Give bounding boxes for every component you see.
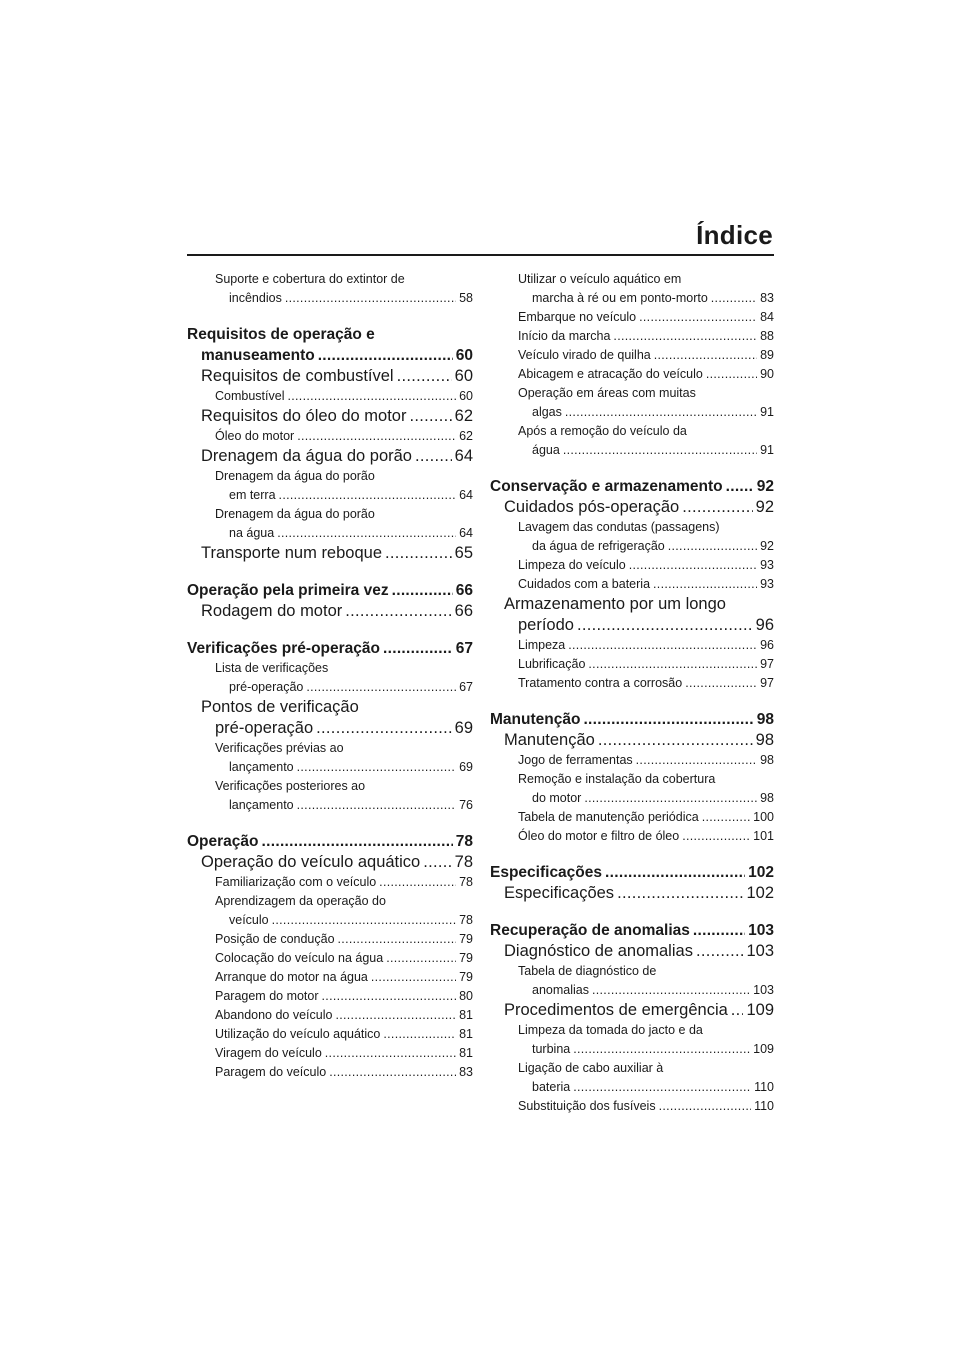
toc-entry-posicao-de-conducao[interactable] bbox=[187, 930, 473, 949]
dot-leader bbox=[639, 308, 757, 327]
toc-page-number: 81 bbox=[459, 1046, 473, 1060]
toc-page-number: 91 bbox=[760, 405, 774, 419]
toc-page-number: 110 bbox=[754, 1099, 774, 1113]
toc-entry-lavagem-das-condutas-passagens[interactable] bbox=[490, 518, 774, 556]
toc-page-number: 102 bbox=[748, 864, 774, 881]
toc-entry-especificacoes[interactable] bbox=[490, 862, 774, 883]
toc-entry-text: Tratamento contra a corrosão bbox=[518, 676, 683, 690]
dot-leader bbox=[636, 751, 757, 770]
toc-page-number: 84 bbox=[760, 310, 774, 324]
dot-leader bbox=[659, 1097, 751, 1116]
toc-entry-text: Verificações posteriores ao bbox=[215, 779, 366, 793]
toc-page-number: 96 bbox=[755, 616, 774, 634]
toc-entry-operacao-em-areas-com-muitas[interactable] bbox=[490, 384, 774, 422]
dot-leader bbox=[297, 427, 456, 446]
toc-entry-ligacao-de-cabo-auxiliar-a[interactable] bbox=[490, 1059, 774, 1097]
dot-leader bbox=[297, 796, 456, 815]
toc-entry-text: Embarque no veículo bbox=[518, 310, 637, 324]
toc-entry-text: Aprendizagem da operação do bbox=[215, 894, 386, 908]
toc-entry-text: Jogo de ferramentas bbox=[518, 753, 633, 767]
dot-leader bbox=[613, 327, 757, 346]
toc-page-number: 81 bbox=[459, 1008, 473, 1022]
toc-page-number: 60 bbox=[454, 367, 473, 385]
dot-leader bbox=[272, 911, 456, 930]
toc-entry-paragem-do-motor[interactable] bbox=[187, 987, 473, 1006]
toc-page-number: 83 bbox=[459, 1065, 473, 1079]
toc-entry-text: Transporte num reboque bbox=[201, 544, 382, 562]
dot-leader bbox=[383, 1025, 456, 1044]
toc-page-number: 109 bbox=[753, 1042, 774, 1056]
toc-entry-oleo-do-motor-e-filtro-de-oleo[interactable] bbox=[490, 827, 774, 846]
toc-entry-text: Utilizar o veículo aquático em bbox=[518, 272, 682, 286]
toc-entry-text: Operação bbox=[187, 833, 259, 850]
toc-entry-text: Pontos de verificação bbox=[201, 698, 359, 716]
dot-leader bbox=[605, 862, 745, 883]
dot-leader bbox=[573, 1078, 751, 1097]
toc-entry-text: Diagnóstico de anomalias bbox=[504, 942, 693, 960]
toc-entry-text: Operação em áreas com muitas bbox=[518, 386, 696, 400]
toc-entry-lista-de-verificacoes[interactable] bbox=[187, 659, 473, 697]
toc-entry-pontos-de-verificacao[interactable] bbox=[187, 697, 473, 739]
toc-entry-tabela-de-manutencao-periodica[interactable] bbox=[490, 808, 774, 827]
title-rule bbox=[187, 254, 774, 256]
toc-page-number: 64 bbox=[459, 488, 473, 502]
toc-entry-text: Início da marcha bbox=[518, 329, 611, 343]
dot-leader bbox=[329, 1063, 456, 1082]
toc-page-number: 88 bbox=[760, 329, 774, 343]
toc-entry-text: Verificações pré-operação bbox=[187, 640, 380, 657]
dot-leader bbox=[583, 709, 753, 730]
toc-page-number: 103 bbox=[746, 942, 774, 960]
dot-leader bbox=[629, 556, 757, 575]
toc-entry-viragem-do-veiculo[interactable] bbox=[187, 1044, 473, 1063]
toc-entry-text: Especificações bbox=[504, 884, 615, 902]
toc-entry-operacao-pela-primeira-vez[interactable] bbox=[187, 580, 473, 601]
toc-entry-text: Remoção e instalação da cobertura bbox=[518, 772, 716, 786]
toc-page-number: 78 bbox=[454, 853, 473, 871]
toc-entry-drenagem-da-agua-do-porao[interactable] bbox=[187, 505, 473, 543]
dot-leader bbox=[287, 387, 456, 406]
toc-entry-jogo-de-ferramentas[interactable] bbox=[490, 751, 774, 770]
dot-leader bbox=[588, 655, 757, 674]
toc-entry-substituicao-dos-fusiveis[interactable] bbox=[490, 1097, 774, 1116]
toc-entry-text: Verificações prévias ao bbox=[215, 741, 344, 755]
toc-page-number: 62 bbox=[459, 429, 473, 443]
toc-entry-text: Ligação de cabo auxiliar à bbox=[518, 1061, 664, 1075]
toc-entry-text: Posição de condução bbox=[215, 932, 335, 946]
toc-entry-conservacao-e-armazenamento[interactable] bbox=[490, 476, 774, 497]
toc-entry-text: do motor bbox=[532, 791, 582, 805]
toc-entry-text: Cuidados pós-operação bbox=[504, 498, 680, 516]
dot-leader bbox=[702, 808, 750, 827]
dot-leader bbox=[592, 981, 750, 1000]
toc-entry-text: água bbox=[532, 443, 560, 457]
toc-page-number: 92 bbox=[760, 539, 774, 553]
dot-leader bbox=[653, 575, 757, 594]
toc-entry-text: Manutenção bbox=[490, 711, 581, 728]
toc-page-number: 97 bbox=[760, 676, 774, 690]
dot-leader bbox=[563, 441, 757, 460]
dot-leader bbox=[565, 403, 757, 422]
dot-leader bbox=[325, 1044, 456, 1063]
dot-leader bbox=[392, 580, 453, 601]
toc-page-number: 76 bbox=[459, 798, 473, 812]
toc-entry-text: Limpeza da tomada do jacto e da bbox=[518, 1023, 703, 1037]
toc-page-number: 97 bbox=[760, 657, 774, 671]
dot-leader bbox=[397, 366, 452, 387]
dot-leader bbox=[654, 346, 757, 365]
dot-leader bbox=[726, 476, 754, 497]
dot-leader bbox=[335, 1006, 456, 1025]
dot-leader bbox=[682, 497, 752, 518]
toc-entry-text: Operação pela primeira vez bbox=[187, 582, 389, 599]
toc-entry-requisitos-de-operacao-e[interactable] bbox=[187, 324, 473, 366]
toc-page-number: 90 bbox=[760, 367, 774, 381]
dot-leader bbox=[584, 789, 757, 808]
dot-leader bbox=[316, 718, 451, 739]
toc-entry-embarque-no-veiculo[interactable] bbox=[490, 308, 774, 327]
toc-entry-text: Após a remoção do veículo da bbox=[518, 424, 687, 438]
toc-entry-limpeza-da-tomada-do-jacto-e-da[interactable] bbox=[490, 1021, 774, 1059]
dot-leader bbox=[598, 730, 753, 751]
toc-entry-text: Requisitos de combustível bbox=[201, 367, 394, 385]
toc-entry-text: em terra bbox=[229, 488, 276, 502]
toc-entry-utilizar-o-veiculo-aquatico-em[interactable] bbox=[490, 270, 774, 308]
toc-entry-text: Manutenção bbox=[504, 731, 595, 749]
dot-leader bbox=[371, 968, 456, 987]
dot-leader bbox=[385, 543, 452, 564]
toc-entry-text: veículo bbox=[229, 913, 269, 927]
toc-page-number: 92 bbox=[756, 478, 774, 495]
dot-leader bbox=[277, 524, 456, 543]
toc-entry-remocao-e-instalacao-da-cobertura[interactable] bbox=[490, 770, 774, 808]
toc-entry-text: Procedimentos de emergência bbox=[504, 1001, 728, 1019]
toc-entry-utilizacao-do-veiculo-aquatico[interactable] bbox=[187, 1025, 473, 1044]
dot-leader bbox=[338, 930, 457, 949]
dot-leader bbox=[383, 638, 453, 659]
toc-entry-text: Armazenamento por um longo bbox=[504, 595, 726, 613]
toc-entry-text: Utilização do veículo aquático bbox=[215, 1027, 381, 1041]
toc-entry-text: Limpeza bbox=[518, 638, 566, 652]
toc-page-number: 103 bbox=[753, 983, 774, 997]
toc-entry-manutencao[interactable] bbox=[490, 730, 774, 751]
toc-entry-diagnostico-de-anomalias[interactable] bbox=[490, 941, 774, 962]
toc-page-number: 78 bbox=[459, 913, 473, 927]
toc-entry-armazenamento-por-um-longo[interactable] bbox=[490, 594, 774, 636]
toc-entry-cuidados-pos-operacao[interactable] bbox=[490, 497, 774, 518]
toc-entry-text: turbina bbox=[532, 1042, 571, 1056]
dot-leader bbox=[262, 831, 453, 852]
toc-page-number: 89 bbox=[760, 348, 774, 362]
toc-page-number: 60 bbox=[459, 389, 473, 403]
toc-page-number: 93 bbox=[760, 577, 774, 591]
dot-leader bbox=[409, 406, 451, 427]
dot-leader bbox=[345, 601, 451, 622]
toc-page-number: 60 bbox=[455, 347, 473, 364]
toc-entry-arranque-do-motor-na-agua[interactable] bbox=[187, 968, 473, 987]
toc-entry-oleo-do-motor[interactable] bbox=[187, 427, 473, 446]
toc-page-number: 79 bbox=[459, 951, 473, 965]
dot-leader bbox=[306, 678, 456, 697]
toc-page-number: 109 bbox=[746, 1001, 774, 1019]
dot-leader bbox=[711, 289, 757, 308]
dot-leader bbox=[577, 615, 753, 636]
toc-entry-especificacoes[interactable] bbox=[490, 883, 774, 904]
toc-entry-text: na água bbox=[229, 526, 275, 540]
toc-page-number: 103 bbox=[748, 922, 774, 939]
dot-leader bbox=[693, 920, 745, 941]
toc-entry-text: Requisitos do óleo do motor bbox=[201, 407, 407, 425]
toc-entry-text: período bbox=[518, 616, 574, 634]
toc-page-number: 66 bbox=[455, 582, 473, 599]
toc-entry-text: Cuidados com a bateria bbox=[518, 577, 651, 591]
toc-entry-transporte-num-reboque[interactable] bbox=[187, 543, 473, 564]
toc-entry-text: lançamento bbox=[229, 798, 294, 812]
dot-leader bbox=[285, 289, 456, 308]
toc-entry-abicagem-e-atracacao-do-veiculo[interactable] bbox=[490, 365, 774, 384]
toc-entry-tratamento-contra-a-corrosao[interactable] bbox=[490, 674, 774, 693]
toc-entry-text: incêndios bbox=[229, 291, 282, 305]
toc-entry-text: Suporte e cobertura do extintor de bbox=[215, 272, 405, 286]
dot-leader bbox=[682, 827, 750, 846]
page-title: Índice bbox=[696, 220, 773, 250]
toc-entry-text: Óleo do motor e filtro de óleo bbox=[518, 829, 680, 843]
toc-entry-text: Lubrificação bbox=[518, 657, 586, 671]
toc-entry-text: Óleo do motor bbox=[215, 429, 295, 443]
toc-entry-text: Paragem do motor bbox=[215, 989, 319, 1003]
toc-entry-requisitos-de-combustivel[interactable] bbox=[187, 366, 473, 387]
dot-leader bbox=[415, 446, 452, 467]
toc-page-number: 83 bbox=[760, 291, 774, 305]
toc-entry-lubrificacao[interactable] bbox=[490, 655, 774, 674]
toc-page-number: 64 bbox=[459, 526, 473, 540]
toc-entry-paragem-do-veiculo[interactable] bbox=[187, 1063, 473, 1082]
toc-entry-text: Arranque do motor na água bbox=[215, 970, 368, 984]
dot-leader bbox=[297, 758, 456, 777]
toc-page-number: 98 bbox=[760, 791, 774, 805]
toc-page-number: 81 bbox=[459, 1027, 473, 1041]
dot-leader bbox=[322, 987, 457, 1006]
toc-page-number: 101 bbox=[753, 829, 774, 843]
dot-leader bbox=[379, 873, 456, 892]
dot-leader bbox=[423, 852, 451, 873]
toc-page-number: 96 bbox=[760, 638, 774, 652]
toc-entry-text: Substituição dos fusíveis bbox=[518, 1099, 656, 1113]
toc-entry-veiculo-virado-de-quilha[interactable] bbox=[490, 346, 774, 365]
dot-leader bbox=[386, 949, 456, 968]
toc-entry-verificacoes-previas-ao[interactable] bbox=[187, 739, 473, 777]
dot-leader bbox=[685, 674, 757, 693]
toc-entry-text: Tabela de diagnóstico de bbox=[518, 964, 657, 978]
toc-entry-text: Lista de verificações bbox=[215, 661, 329, 675]
toc-page-number: 98 bbox=[755, 731, 774, 749]
toc-entry-aprendizagem-da-operacao-do[interactable] bbox=[187, 892, 473, 930]
toc-page-number: 102 bbox=[746, 884, 774, 902]
toc-page-number: 98 bbox=[760, 753, 774, 767]
toc-page-number: 80 bbox=[459, 989, 473, 1003]
toc-entry-text: Operação do veículo aquático bbox=[201, 853, 421, 871]
toc-entry-text: Abicagem e atracação do veículo bbox=[518, 367, 703, 381]
dot-leader bbox=[617, 883, 743, 904]
toc-entry-abandono-do-veiculo[interactable] bbox=[187, 1006, 473, 1025]
toc-entry-text: Tabela de manutenção periódica bbox=[518, 810, 699, 824]
toc-entry-text: Abandono do veículo bbox=[215, 1008, 333, 1022]
dot-leader bbox=[568, 636, 757, 655]
toc-entry-recuperacao-de-anomalias[interactable] bbox=[490, 920, 774, 941]
dot-leader bbox=[668, 537, 757, 556]
toc-entry-text: algas bbox=[532, 405, 562, 419]
toc-entry-rodagem-do-motor[interactable] bbox=[187, 601, 473, 622]
toc-page-number: 110 bbox=[754, 1080, 774, 1094]
toc-page-number: 64 bbox=[454, 447, 473, 465]
dot-leader bbox=[731, 1000, 744, 1021]
toc-page-number: 100 bbox=[753, 810, 774, 824]
toc-entry-operacao-do-veiculo-aquatico[interactable] bbox=[187, 852, 473, 873]
toc-entry-text: Recuperação de anomalias bbox=[490, 922, 690, 939]
toc-entry-text: Rodagem do motor bbox=[201, 602, 343, 620]
toc-entry-drenagem-da-agua-do-porao[interactable] bbox=[187, 446, 473, 467]
toc-entry-manutencao[interactable] bbox=[490, 709, 774, 730]
dot-leader bbox=[318, 345, 453, 366]
toc-entry-text: Requisitos de operação e bbox=[187, 326, 375, 343]
toc-entry-suporte-e-cobertura-do-extintor-de[interactable] bbox=[187, 270, 473, 308]
toc-entry-text: anomalias bbox=[532, 983, 589, 997]
toc-entry-requisitos-do-oleo-do-motor[interactable] bbox=[187, 406, 473, 427]
toc-entry-text: manuseamento bbox=[201, 347, 315, 364]
toc-entry-text: Drenagem da água do porão bbox=[215, 507, 375, 521]
toc-entry-drenagem-da-agua-do-porao[interactable] bbox=[187, 467, 473, 505]
dot-leader bbox=[696, 941, 744, 962]
toc-entry-verificacoes-pre-operacao[interactable] bbox=[187, 638, 473, 659]
toc-page-number: 79 bbox=[459, 932, 473, 946]
dot-leader bbox=[706, 365, 757, 384]
dot-leader bbox=[573, 1040, 750, 1059]
toc-entry-text: Veículo virado de quilha bbox=[518, 348, 651, 362]
toc-entry-colocacao-do-veiculo-na-agua[interactable] bbox=[187, 949, 473, 968]
toc-page-number: 66 bbox=[454, 602, 473, 620]
toc-entry-text: pré-operação bbox=[215, 719, 314, 737]
toc-left-column bbox=[187, 270, 473, 1082]
toc-entry-inicio-da-marcha[interactable] bbox=[490, 327, 774, 346]
toc-entry-text: Drenagem da água do porão bbox=[201, 447, 412, 465]
toc-entry-text: da água de refrigeração bbox=[532, 539, 665, 553]
toc-page-number: 58 bbox=[459, 291, 473, 305]
toc-entry-apos-a-remocao-do-veiculo-da[interactable] bbox=[490, 422, 774, 460]
toc-page-number: 69 bbox=[459, 760, 473, 774]
toc-entry-familiarizacao-com-o-veiculo[interactable] bbox=[187, 873, 473, 892]
toc-page-number: 62 bbox=[454, 407, 473, 425]
toc-page-number: 92 bbox=[755, 498, 774, 516]
toc-entry-text: Limpeza do veículo bbox=[518, 558, 626, 572]
toc-entry-text: Especificações bbox=[490, 864, 603, 881]
toc-page-number: 78 bbox=[459, 875, 473, 889]
toc-entry-text: Combustível bbox=[215, 389, 285, 403]
toc-entry-combustivel[interactable] bbox=[187, 387, 473, 406]
toc-entry-operacao[interactable] bbox=[187, 831, 473, 852]
dot-leader bbox=[279, 486, 457, 505]
toc-entry-limpeza[interactable] bbox=[490, 636, 774, 655]
toc-entry-cuidados-com-a-bateria[interactable] bbox=[490, 575, 774, 594]
toc-page-number: 69 bbox=[454, 719, 473, 737]
toc-page-number: 65 bbox=[454, 544, 473, 562]
toc-entry-text: Drenagem da água do porão bbox=[215, 469, 375, 483]
toc-page-number: 91 bbox=[760, 443, 774, 457]
toc-page-number: 78 bbox=[455, 833, 473, 850]
toc-entry-text: marcha à ré ou em ponto-morto bbox=[532, 291, 708, 305]
toc-entry-text: Paragem do veículo bbox=[215, 1065, 327, 1079]
toc-entry-limpeza-do-veiculo[interactable] bbox=[490, 556, 774, 575]
toc-page-number: 79 bbox=[459, 970, 473, 984]
toc-entry-text: Familiarização com o veículo bbox=[215, 875, 377, 889]
toc-page-number: 67 bbox=[459, 680, 473, 694]
toc-entry-text: Conservação e armazenamento bbox=[490, 478, 723, 495]
toc-page-number: 98 bbox=[756, 711, 774, 728]
toc-entry-text: Lavagem das condutas (passagens) bbox=[518, 520, 720, 534]
toc-entry-procedimentos-de-emergencia[interactable] bbox=[490, 1000, 774, 1021]
toc-page-number: 67 bbox=[455, 640, 473, 657]
toc-entry-text: bateria bbox=[532, 1080, 571, 1094]
toc-entry-text: lançamento bbox=[229, 760, 294, 774]
toc-right-column bbox=[490, 270, 774, 1116]
toc-entry-text: pré-operação bbox=[229, 680, 304, 694]
toc-page-number: 93 bbox=[760, 558, 774, 572]
toc-entry-verificacoes-posteriores-ao[interactable] bbox=[187, 777, 473, 815]
toc-entry-tabela-de-diagnostico-de[interactable] bbox=[490, 962, 774, 1000]
toc-entry-text: Viragem do veículo bbox=[215, 1046, 322, 1060]
toc-entry-text: Colocação do veículo na água bbox=[215, 951, 384, 965]
